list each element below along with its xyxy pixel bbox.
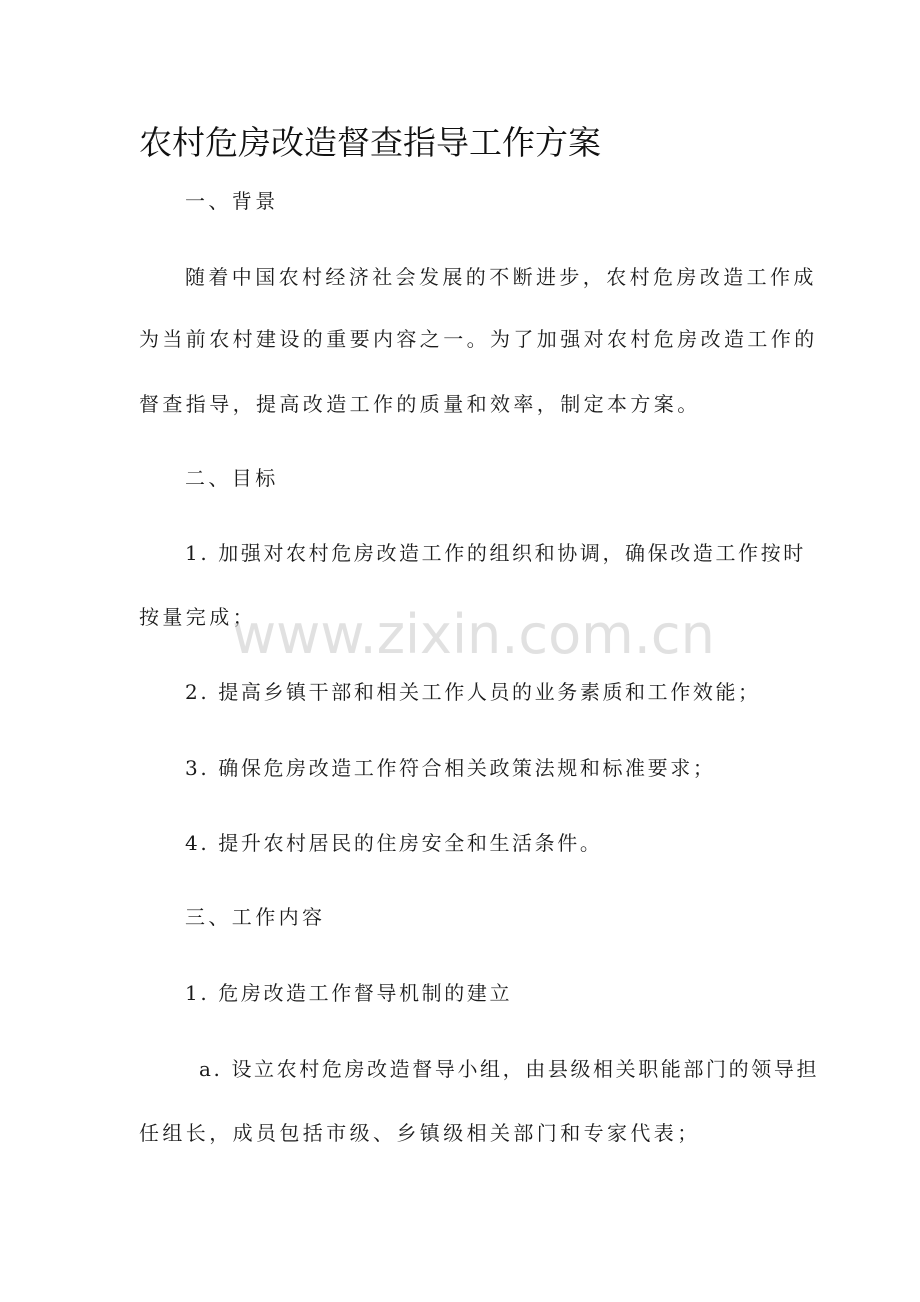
work-content-subheading: 1. 危房改造工作督导机制的建立 — [185, 981, 513, 1005]
section-heading-goals: 二、目标 — [185, 466, 279, 490]
goal-item-line: 1. 加强对农村危房改造工作的组织和协调，确保改造工作按时 — [185, 541, 806, 565]
paragraph-line: 为当前农村建设的重要内容之一。为了加强对农村危房改造工作的 — [139, 327, 818, 351]
document-title: 农村危房改造督查指导工作方案 — [139, 123, 601, 162]
watermark-text: www.zixin.com.cn — [232, 603, 715, 666]
section-heading-work-content: 三、工作内容 — [185, 905, 326, 929]
paragraph-line: 督查指导，提高改造工作的质量和效率，制定本方案。 — [139, 392, 701, 416]
goal-item-line: 3. 确保危房改造工作符合相关政策法规和标准要求； — [185, 756, 716, 780]
goal-item-line: 2. 提高乡镇干部和相关工作人员的业务素质和工作效能； — [185, 680, 761, 704]
goal-item-line: 按量完成； — [139, 605, 256, 629]
work-content-item-line: 任组长，成员包括市级、乡镇级相关部门和专家代表； — [139, 1121, 701, 1145]
goal-item-line: 4. 提升农村居民的住房安全和生活条件。 — [185, 831, 603, 855]
paragraph-line: 随着中国农村经济社会发展的不断进步，农村危房改造工作成 — [185, 265, 817, 289]
work-content-item-line: a. 设立农村危房改造督导小组，由县级相关职能部门的领导担 — [199, 1057, 820, 1081]
section-heading-background: 一、背景 — [185, 189, 279, 213]
